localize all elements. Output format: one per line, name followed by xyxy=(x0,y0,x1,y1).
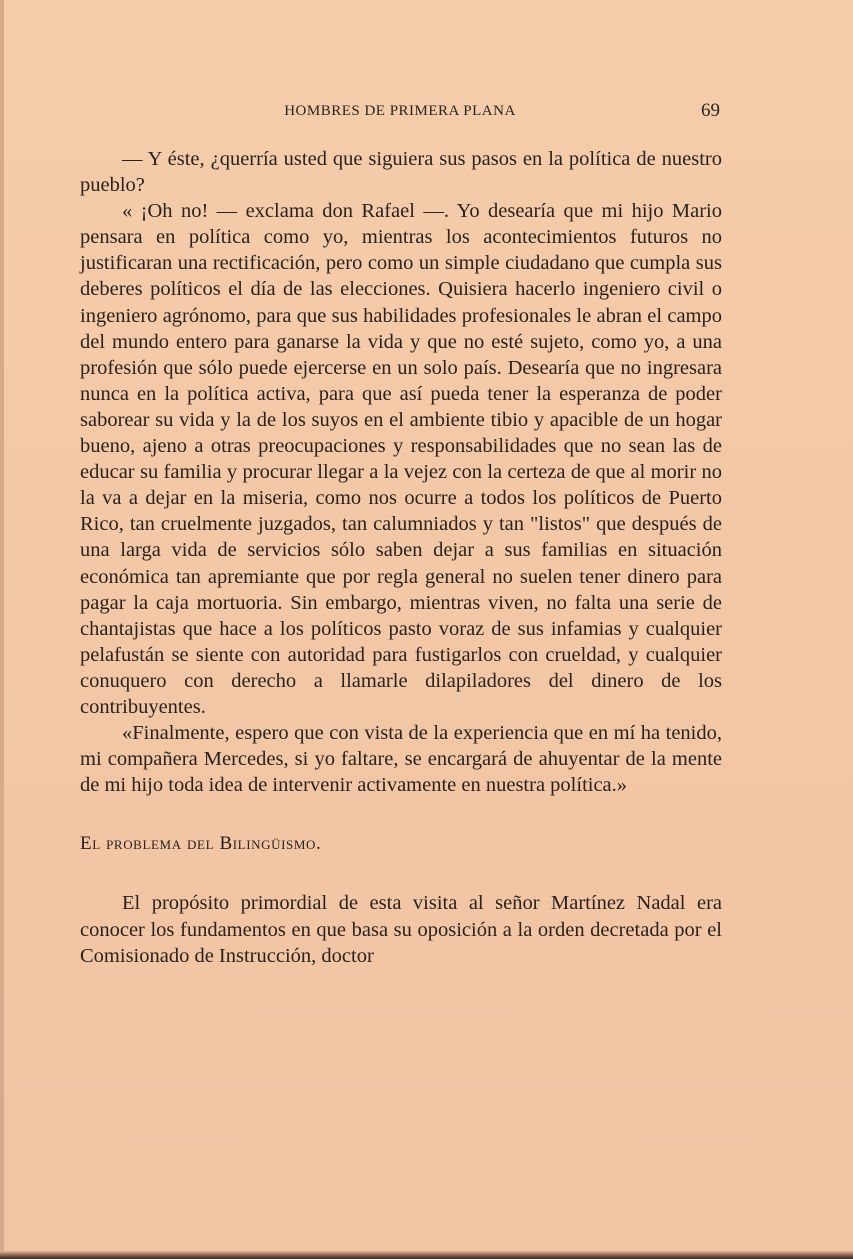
page-left-edge xyxy=(0,0,4,1259)
paragraph-conclusion: «Finalmente, espero que con vista de la experiencia que en mí ha tenido, mi compañera Mercedes, si yo faltare, se encargará de ahuyentar de la mente de mi hijo toda idea de intervenir activamente en nuestra política.» xyxy=(80,722,722,797)
running-header xyxy=(80,100,720,122)
paragraph-question: — Y éste, ¿querría usted que siguiera sus pasos en la política de nuestro pueblo? xyxy=(80,148,722,197)
page-body xyxy=(80,146,722,969)
running-title: HOMBRES DE PRIMERA PLANA xyxy=(284,103,516,119)
paragraph-answer: « ¡Oh no! — exclama don Rafael —. Yo desearía que mi hijo Mario pensara en política como yo, mientras los acontecimientos futuros no justificaran una rectificación, pero como un simple ciudadano que cumpla sus deberes políticos el día de las elecciones. Quisiera hacerlo ingeniero civil o ingeniero agrónomo, para que sus habilidades profesionales le abran el campo del mundo entero para ganarse la vida y que no esté sujeto, como yo, a una profesión que sólo puede ejercerse en un solo país. Desearía que no ingresara nunca en la política activa, para que así pueda tener la esperanza de poder saborear su vida y la de los suyos en el ambiente tibio y apacible de un hogar bueno, ajeno a otras preocupaciones y responsabilidades que no sean las de educar su familia y procurar llegar a la vejez con la certeza de que al morir no la va a dejar en la miseria, como nos ocurre a todos los políticos de Puerto Rico, tan cruelmente juzgados, tan calumniados y tan "listos" que después de una larga vida de servicios sólo saben dejar a sus familias en situación económica tan apremiante que por regla general no suelen tener dinero para pagar la caja mortuoria. Sin embargo, mientras viven, no falta una serie de chantajistas que hace a los políticos pasto voraz de sus infamias y cualquier pelafustán se siente con autoridad para fustigarlos con crueldad, y cualquier conuquero con derecho a llamarle dilapiladores del dinero de los contribuyentes. xyxy=(80,200,722,718)
page-bottom-edge xyxy=(0,1251,853,1259)
section-heading-text: El problema del Bilingüismo. xyxy=(80,833,322,855)
section-heading xyxy=(80,831,722,857)
page-number: 69 xyxy=(701,100,720,121)
paragraph-section: El propósito primordial de esta visita al señor Martínez Nadal era conocer los fundamentos en que basa su oposición a la orden decretada por el Comisionado de Instrucción, doctor xyxy=(80,892,722,967)
